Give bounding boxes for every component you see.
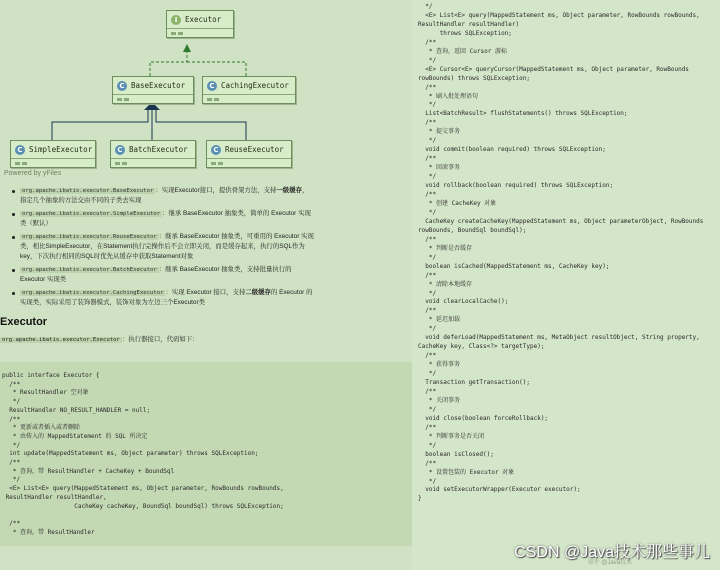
zhihu-watermark: 知乎 @Java技术	[587, 560, 632, 566]
list-item: org.apache.ibatis.executor.BatchExecutor ：继承 BaseExecutor 抽象类，支持批量执行的 Executor 实现类	[14, 265, 314, 285]
list-item: org.apache.ibatis.executor.SimpleExecutor ：继承 BaseExecutor 抽象类，简单的 Executor 实现类（默认）	[14, 209, 314, 229]
intro-code: org.apache.ibatis.executor.Executor	[2, 337, 120, 343]
uml-diagram	[0, 0, 412, 180]
uml-class-batch-executor	[110, 140, 196, 168]
list-item: org.apache.ibatis.executor.CachingExecutor ：实现 Executor 接口，支持二级缓存的 Executor 的实现类，实际采用了装饰器模式，装饰对象为左边三个Executor类	[14, 288, 314, 308]
list-item: org.apache.ibatis.executor.BaseExecutor ：实现Executor接口，提供骨架方法，支持一级缓存，指定几个抽象的方法交由不同的子类去实现	[14, 186, 314, 206]
interface-glyph: I	[171, 15, 181, 25]
code-block-right: */ <E> List<E> query(MappedStatement ms, Object parameter, RowBounds rowBounds, ResultHandler resultHandler) throws SQLException; /** * 查询，返回 Cursor 游标 */ <E> Cursor<E> queryCursor(MappedStatement ms, Object parameter, RowBounds rowBounds) throws SQLException; /** * 刷入批处理语句 */ List<BatchResult> flushStatements() throws SQLException; /** * 提交事务 */ void commit(boolean required) throws SQLException; /** * 回滚事务 */ void rollback(boolean required) throws SQLException; /** * 创建 CacheKey 对象 */ CacheKey createCacheKey(MappedStatement ms, Object parameterObject, RowBounds rowBounds, BoundSql boundSql); /** * 判断是否缓存 */ boolean isCached(MappedStatement ms, CacheKey key); /** * 清除本地缓存 */ void clearLocalCache(); /** * 延迟加载 */ void deferLoad(MappedStatement ms, MetaObject resultObject, String property, CacheKey key, Class<?> targetType); /** * 获得事务 */ Transaction getTransaction(); /** * 关闭事务 */ void close(boolean forceRollback); /** * 判断事务是否关闭 */ boolean isClosed(); /** * 设置包装的 Executor 对象 */ void setExecutorWrapper(Executor executor); }	[418, 3, 704, 503]
class-glyph: C	[211, 145, 221, 155]
section-intro	[0, 334, 199, 343]
class-name: BatchExecutor	[129, 145, 188, 154]
class-name: Executor	[185, 15, 222, 24]
uml-class-base-executor	[112, 76, 194, 104]
class-name: BaseExecutor	[131, 81, 186, 90]
csdn-watermark: CSDN @Java技术那些事儿	[514, 544, 710, 561]
executor-bullet-list	[0, 186, 314, 311]
uml-class-caching-executor	[202, 76, 296, 104]
class-name: CachingExecutor	[221, 81, 289, 90]
class-name: ReuseExecutor	[225, 145, 284, 154]
intro-text: ：执行器接口，代码如下：	[121, 336, 199, 343]
class-glyph: C	[115, 145, 125, 155]
class-glyph: C	[207, 81, 217, 91]
code-block-left	[0, 362, 412, 546]
right-column	[412, 0, 720, 570]
code-text: public interface Executor { /** * ResultHandler 空对象 */ ResultHandler NO_RESULT_HANDLER = null; /** * 更新或者插入或者删除 * 由传入的 MappedStatement 的 SQL 所决定 */ int update(MappedStatement ms, Object parameter) throws SQLException; /** * 查询，带 ResultHandler + CacheKey + BoundSql */ <E> List<E> query(MappedStatement ms, Object parameter, RowBounds rowBounds, ResultHandler resultHandler, CacheKey cacheKey, BoundSql boundSql) throws SQLException; /** * 查询，带 ResultHandler	[2, 372, 284, 536]
section-title: Executor	[0, 316, 48, 328]
class-name: SimpleExecutor	[29, 145, 93, 154]
class-glyph: C	[15, 145, 25, 155]
yfiles-watermark: Powered by yFiles	[4, 170, 62, 177]
uml-class-executor	[166, 10, 234, 38]
class-glyph: C	[117, 81, 127, 91]
uml-class-simple-executor	[10, 140, 96, 168]
uml-class-reuse-executor	[206, 140, 292, 168]
list-item: org.apache.ibatis.executor.ReuseExecutor ：继承 BaseExecutor 抽象类，可重用的 Executor 实现类，相比SimpleExecutor，在Statement执行完操作后不会立即关闭，而是缓存起来，执行的SQL作为key，下次执行相同的SQL时优先从缓存中获取Statement对象	[14, 232, 314, 262]
